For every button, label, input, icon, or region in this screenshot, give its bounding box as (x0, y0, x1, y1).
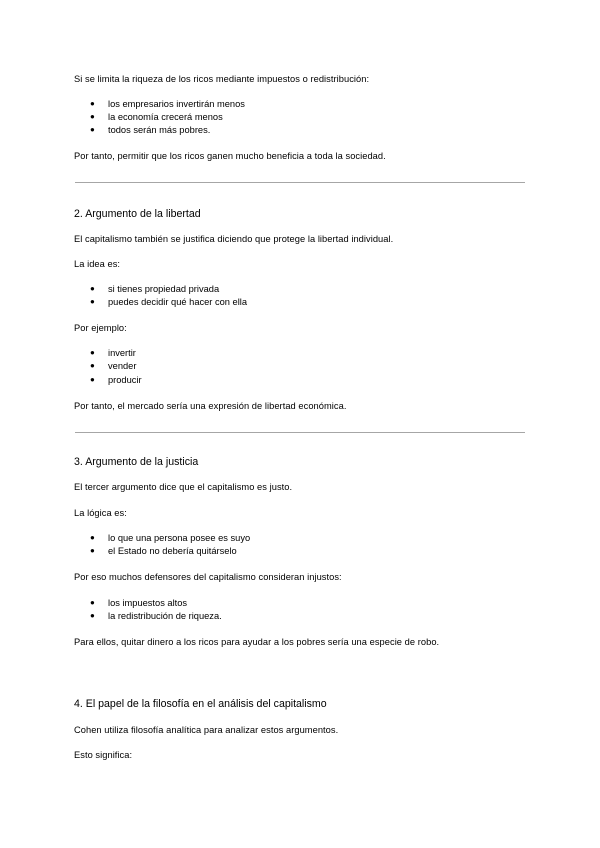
bullet-icon: ● (90, 99, 95, 108)
bullet-icon: ● (90, 125, 95, 134)
paragraph: La lógica es: (74, 508, 127, 518)
bullet-icon: ● (90, 284, 95, 293)
section-heading: 4. El papel de la filosofía en el análisis del capitalismo (74, 698, 327, 710)
paragraph-conclusion: Para ellos, quitar dinero a los ricos para ayudar a los pobres sería una especie de robo. (74, 637, 440, 647)
bullet-icon: ● (90, 112, 95, 121)
horizontal-rule (75, 432, 525, 433)
paragraph-intro: Si se limita la riqueza de los ricos mediante impuestos o redistribución: (74, 74, 370, 84)
paragraph: Por ejemplo: (74, 323, 127, 333)
bullet-icon: ● (90, 348, 95, 357)
bullet-icon: ● (90, 375, 95, 384)
section-heading: 2. Argumento de la libertad (74, 208, 201, 220)
bullet-icon: ● (90, 598, 95, 607)
paragraph: La idea es: (74, 259, 121, 269)
section-heading: 3. Argumento de la justicia (74, 456, 199, 468)
paragraph-conclusion: Por tanto, el mercado sería una expresión de libertad económica. (74, 401, 347, 411)
document-page: Si se limita la riqueza de los ricos mediante impuestos o redistribución: ● los empresarios invertirán menos ● la economía crecerá menos ● todos serán más pobres. Por tanto, permitir que los ricos ganen mucho beneficia a toda la sociedad. 2. Argumento de la libertad El capitalismo también se justifica diciendo que protege la libertad individual. La idea es: ● si tienes propiedad privada ● puedes decidir qué hacer con ella Por ejemplo: ● invertir ● vender ● producir Por tanto, el mercado sería una expresión de libertad económica. 3. Argumento de la justicia El tercer argumento dice que el capitalismo es justo. La lógica es: ● lo que una persona posee es suyo ● el Estado no debería quitárselo Por eso muchos defensores del capitalismo consideran injustos: ● los impuestos altos ● la redistribución de riqueza. Para ellos, quitar dinero a los ricos para ayudar a los pobres sería una especie de robo. 4. El papel de la filosofía en el análisis del capitalismo Cohen utiliza filosofía analítica para analizar estos argumentos. Esto significa: (0, 0, 600, 848)
bullet-icon: ● (90, 611, 95, 620)
paragraph-conclusion: Por tanto, permitir que los ricos ganen mucho beneficia a toda la sociedad. (74, 151, 386, 161)
paragraph: Por eso muchos defensores del capitalismo consideran injustos: (74, 572, 342, 582)
bullet-icon: ● (90, 361, 95, 370)
bullet-icon: ● (90, 297, 95, 306)
paragraph: Cohen utiliza filosofía analítica para analizar estos argumentos. (74, 725, 339, 735)
bullet-icon: ● (90, 546, 95, 555)
horizontal-rule (75, 182, 525, 183)
paragraph: Esto significa: (74, 750, 133, 760)
bullet-icon: ● (90, 533, 95, 542)
paragraph: El capitalismo también se justifica diciendo que protege la libertad individual. (74, 234, 394, 244)
paragraph: El tercer argumento dice que el capitalismo es justo. (74, 482, 293, 492)
